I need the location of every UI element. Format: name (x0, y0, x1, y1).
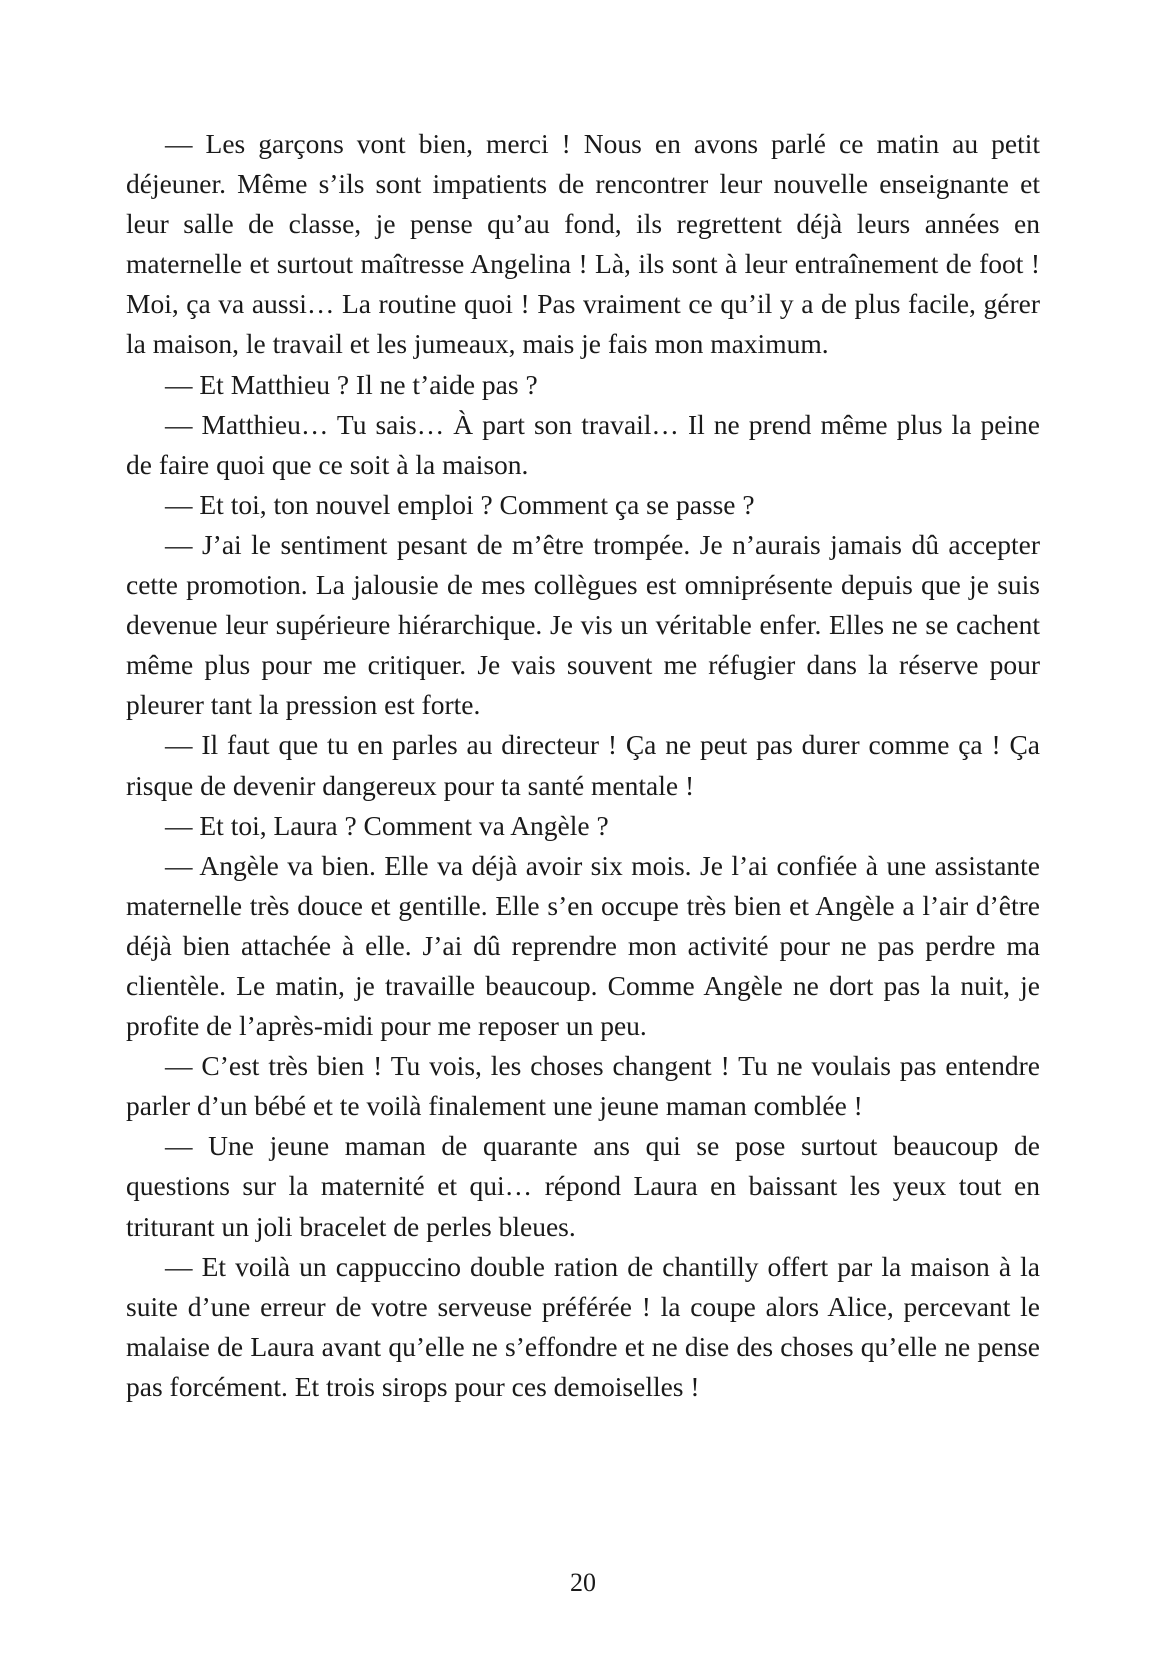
paragraph: — J’ai le sentiment pesant de m’être trompée. Je n’aurais jamais dû accepter cette promotion. La jalousie de mes collègues est omniprésente depuis que je suis devenue leur supérieure hiérarchique. Je vis un véritable enfer. Elles ne se cachent même plus pour me critiquer. Je vais souvent me réfugier dans la réserve pour pleurer tant la pression est forte. (126, 528, 1040, 721)
paragraph: — C’est très bien ! Tu vois, les choses changent ! Tu ne voulais pas entendre parler d’un bébé et te voilà finalement une jeune maman comblée ! (126, 1050, 1040, 1122)
body-text (126, 124, 1040, 1407)
paragraph: — Il faut que tu en parles au directeur ! Ça ne peut pas durer comme ça ! Ça risque de devenir dangereux pour ta santé mentale ! (126, 729, 1040, 801)
page-number: 20 (570, 1568, 596, 1597)
paragraph: — Et voilà un cappuccino double ration de chantilly offert par la maison à la suite d’une erreur de votre serveuse préférée ! la coupe alors Alice, percevant le malaise de Laura avant qu’elle ne s’effondre et ne dise des choses qu’elle ne pense pas forcément. Et trois sirops pour ces demoiselles ! (126, 1250, 1040, 1402)
paragraph: — Et toi, Laura ? Comment va Angèle ? (165, 809, 609, 841)
paragraph: — Les garçons vont bien, merci ! Nous en avons parlé ce matin au petit déjeuner. Même s’ils sont impatients de rencontrer leur nouvelle enseignante et leur salle de classe, je pense qu’au fond, ils regrettent déjà leurs années en maternelle et surtout maîtresse Angelina ! Là, ils sont à leur entraînement de foot ! Moi, ça va aussi… La routine quoi ! Pas vraiment ce qu’il y a de plus facile, gérer la maison, le travail et les jumeaux, mais je fais mon maximum. (126, 128, 1040, 360)
paragraph: — Et toi, ton nouvel emploi ? Comment ça se passe ? (165, 488, 755, 520)
paragraph: — Matthieu… Tu sais… À part son travail… Il ne prend même plus la peine de faire quoi que ce soit à la maison. (126, 408, 1040, 480)
paragraph: — Une jeune maman de quarante ans qui se pose surtout beaucoup de questions sur la maternité et qui… répond Laura en baissant les yeux tout en triturant un joli bracelet de perles bleues. (126, 1130, 1040, 1242)
paragraph: — Et Matthieu ? Il ne t’aide pas ? (165, 368, 538, 400)
paragraph: — Angèle va bien. Elle va déjà avoir six mois. Je l’ai confiée à une assistante maternelle très douce et gentille. Elle s’en occupe très bien et Angèle a l’air d’être déjà bien attachée à elle. J’ai dû reprendre mon activité pour ne pas perdre ma clientèle. Le matin, je travaille beaucoup. Comme Angèle ne dort pas la nuit, je profite de l’après-midi pour me reposer un peu. (126, 849, 1040, 1042)
